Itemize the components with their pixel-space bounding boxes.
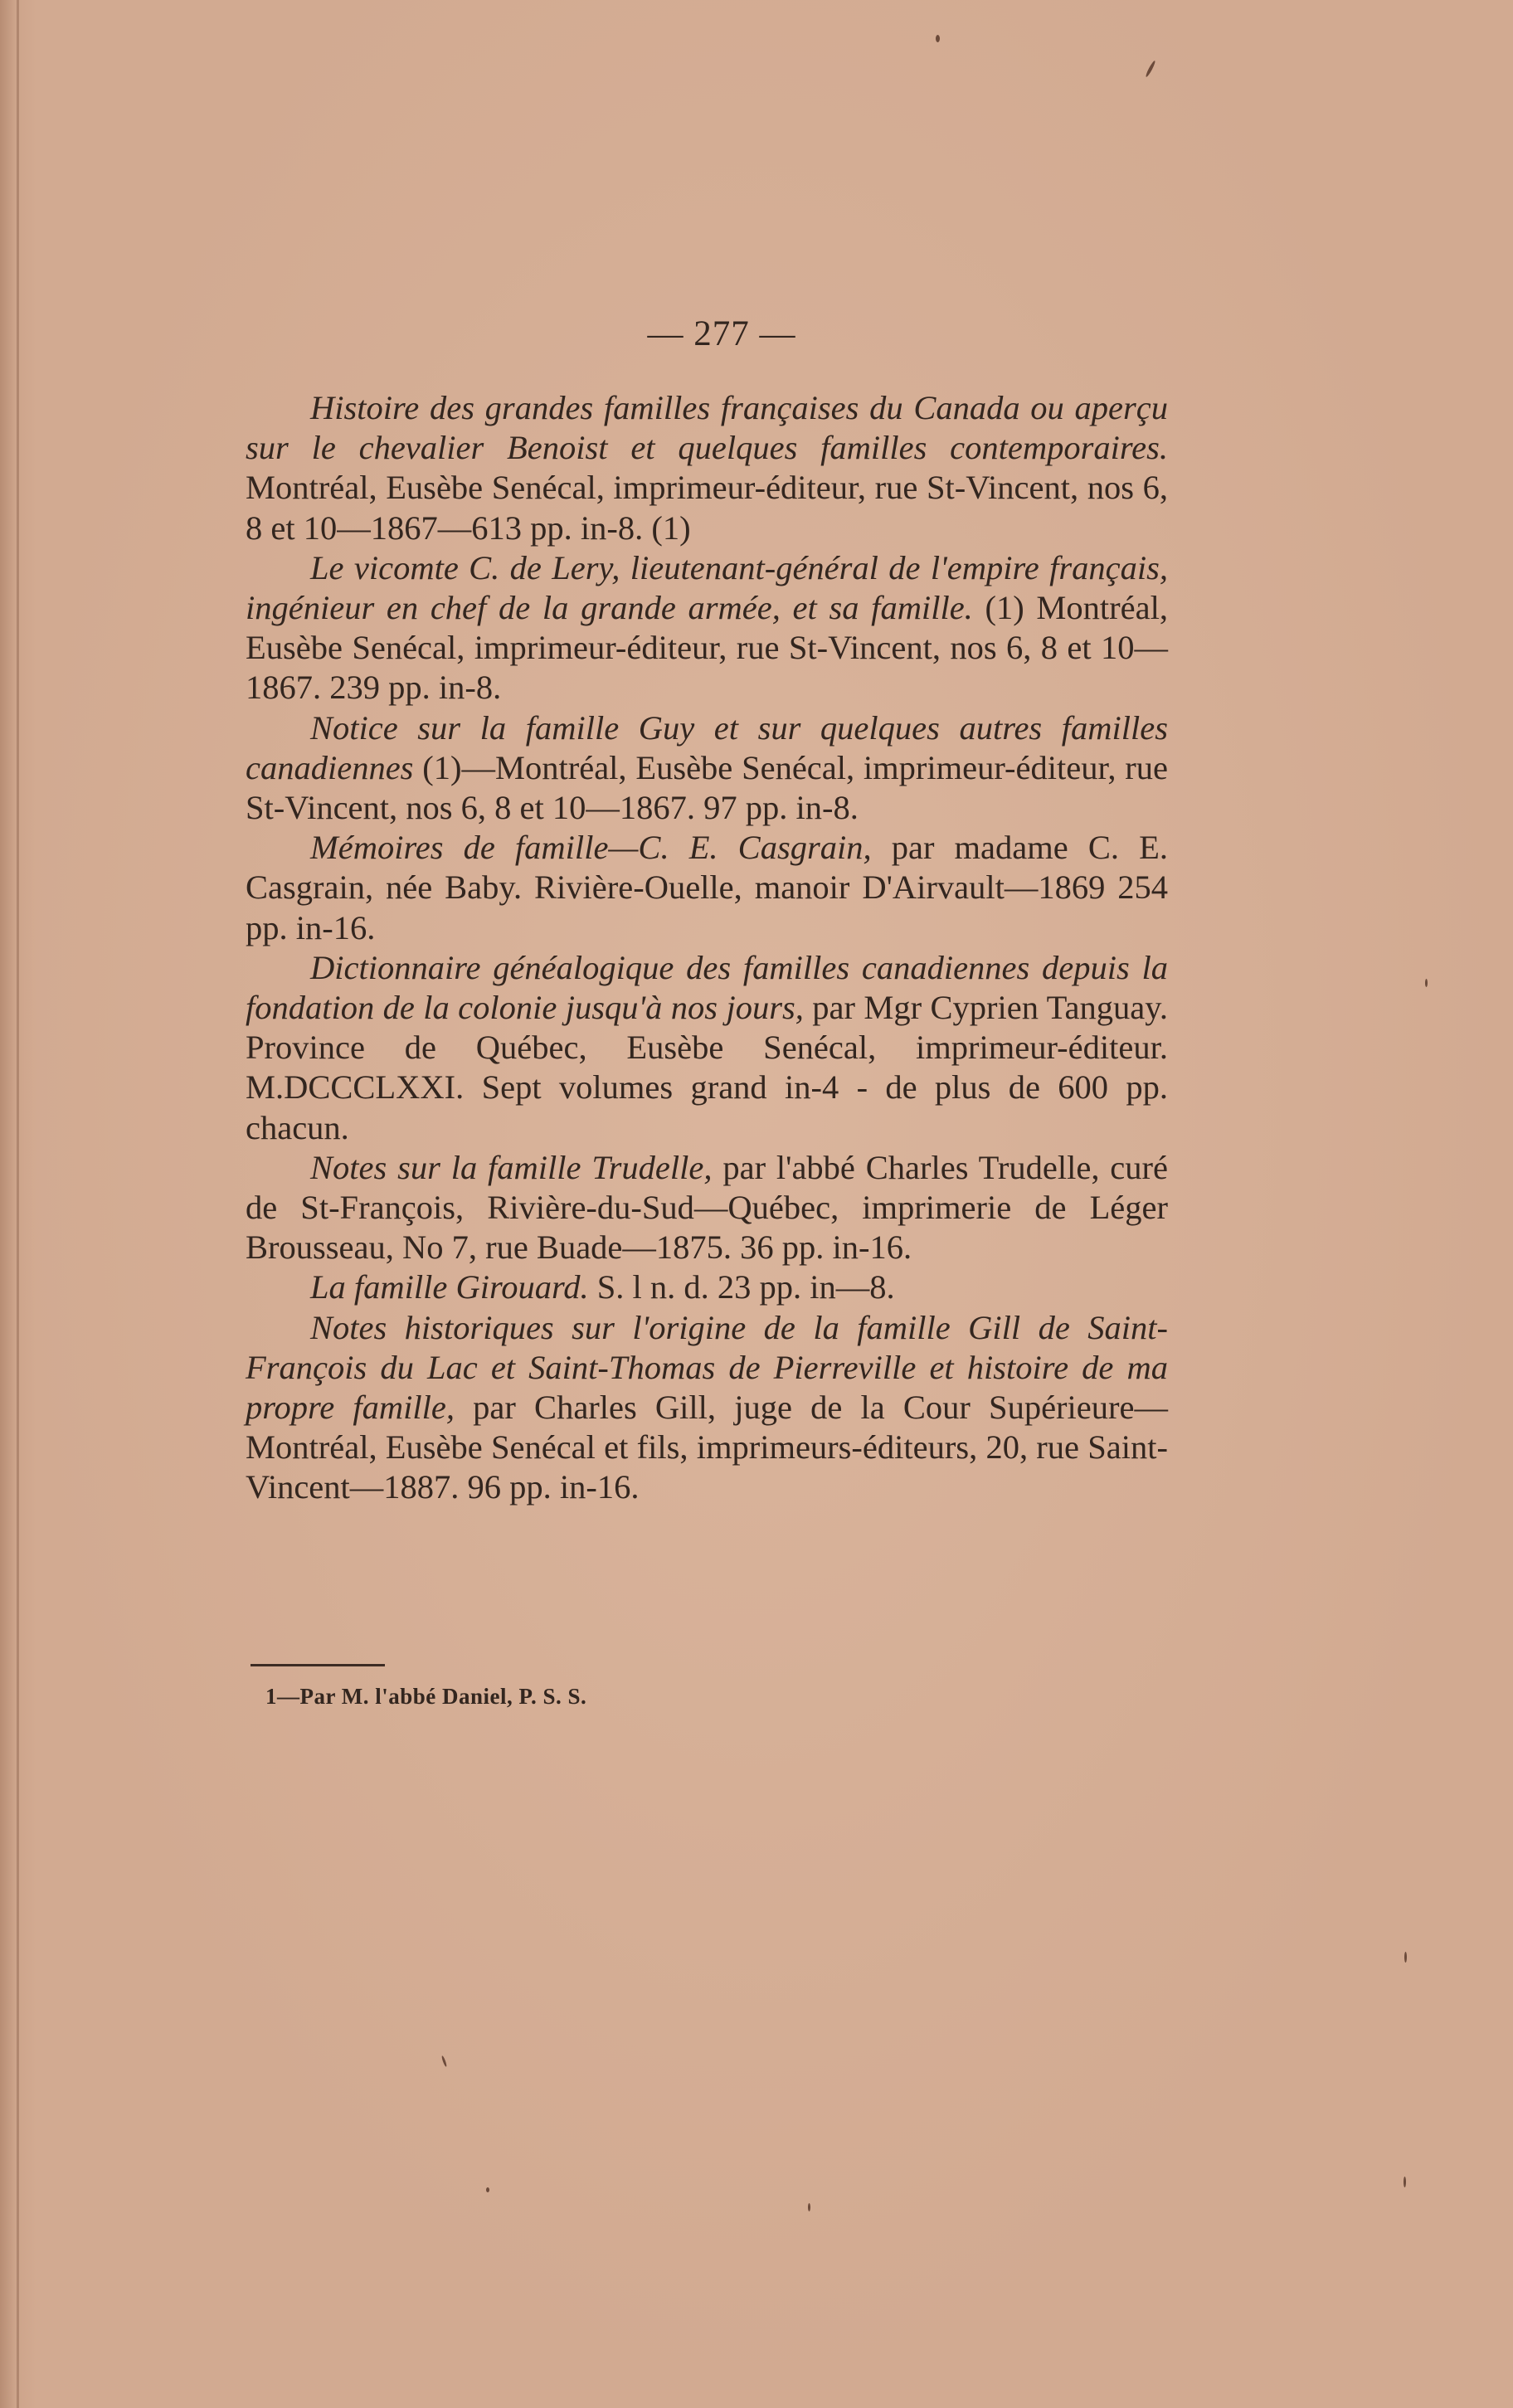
bibliography-entry [246,948,1168,1148]
bibliography-entry [246,1267,1168,1307]
entry-title: Dictionnaire généalogique des familles canadiennes depuis la fondation de la colonie jusqu'à nos jours, [246,948,1168,1027]
entry-title: La famille Girouard. [310,1268,589,1306]
paper-speck [1145,60,1156,77]
footnote-rule [251,1664,385,1666]
paper-speck [1425,979,1428,987]
page-edge-shadow [17,0,19,2408]
paper-speck [486,2187,489,2192]
bibliography-entry [246,1148,1168,1268]
entry-details: S. l n. d. 23 pp. in—8. [588,1268,895,1306]
entry-details: Montréal, Eusèbe Senécal, imprimeur-éditeur, rue St-Vincent, nos 6, 8 et 10—1867—613 pp. in-8. (1) [246,469,1168,547]
bibliography-entry [246,828,1168,948]
entry-title: Notice sur la famille Guy et sur quelques autres familles canadiennes [246,708,1168,786]
paper-speck [808,2203,810,2211]
entry-details: par madame C. E. Casgrain, née Baby. Rivière-Ouelle, manoir D'Airvault—1869 254 pp. in-16. [246,829,1168,946]
entry-details: (1) Montréal, Eusèbe Senécal, imprimeur-éditeur, rue St-Vincent, nos 6, 8 et 10—1867. 239 pp. in-8. [246,589,1168,707]
entry-title: Histoire des grandes familles françaises du Canada ou aperçu sur le chevalier Benoist et quelques familles contemporaires. [246,389,1168,467]
bibliography-list [246,388,1168,1508]
page-number: — 277 — [647,314,796,353]
bibliography-entry [246,708,1168,829]
entry-details: par Charles Gill, juge de la Cour Supérieure—Montréal, Eusèbe Senécal et fils, imprimeurs-éditeurs, 20, rue Saint-Vincent—1887. 96 pp. in-16. [246,1389,1168,1506]
bibliography-entry [246,548,1168,708]
footnote: 1—Par M. l'abbé Daniel, P. S. S. [265,1684,587,1709]
entry-title: Notes sur la famille Trudelle, [310,1148,713,1186]
entry-title: Mémoires de famille—C. E. Casgrain, [310,829,872,867]
entry-details: (1)—Montréal, Eusèbe Senécal, imprimeur-éditeur, rue St-Vincent, nos 6, 8 et 10—1867. 97 pp. in-8. [246,748,1168,827]
entry-details: par Mgr Cyprien Tanguay. Province de Québec, Eusèbe Senécal, imprimeur-éditeur. M.DCCCLXXI. Sept volumes grand in-4 - de plus de 600 pp. chacun. [246,989,1168,1146]
paper-speck [1404,1952,1407,1963]
paper-speck [936,35,940,42]
paper-speck [1404,2177,1406,2187]
entry-title: Le vicomte C. de Lery, lieutenant-général de l'empire français, ingénieur en chef de la grande armée, et sa famille. [246,548,1168,627]
bibliography-entry [246,1308,1168,1508]
entry-details: par l'abbé Charles Trudelle, curé de St-François, Rivière-du-Sud—Québec, imprimerie de Léger Brousseau, No 7, rue Buade—1875. 36 pp. in-16. [246,1148,1168,1267]
entry-title: Notes historiques sur l'origine de la famille Gill de Saint-François du Lac et Saint-Thomas de Pierreville et histoire de ma propre famille, [246,1308,1168,1427]
bibliography-entry [246,388,1168,548]
paper-speck [441,2055,448,2067]
